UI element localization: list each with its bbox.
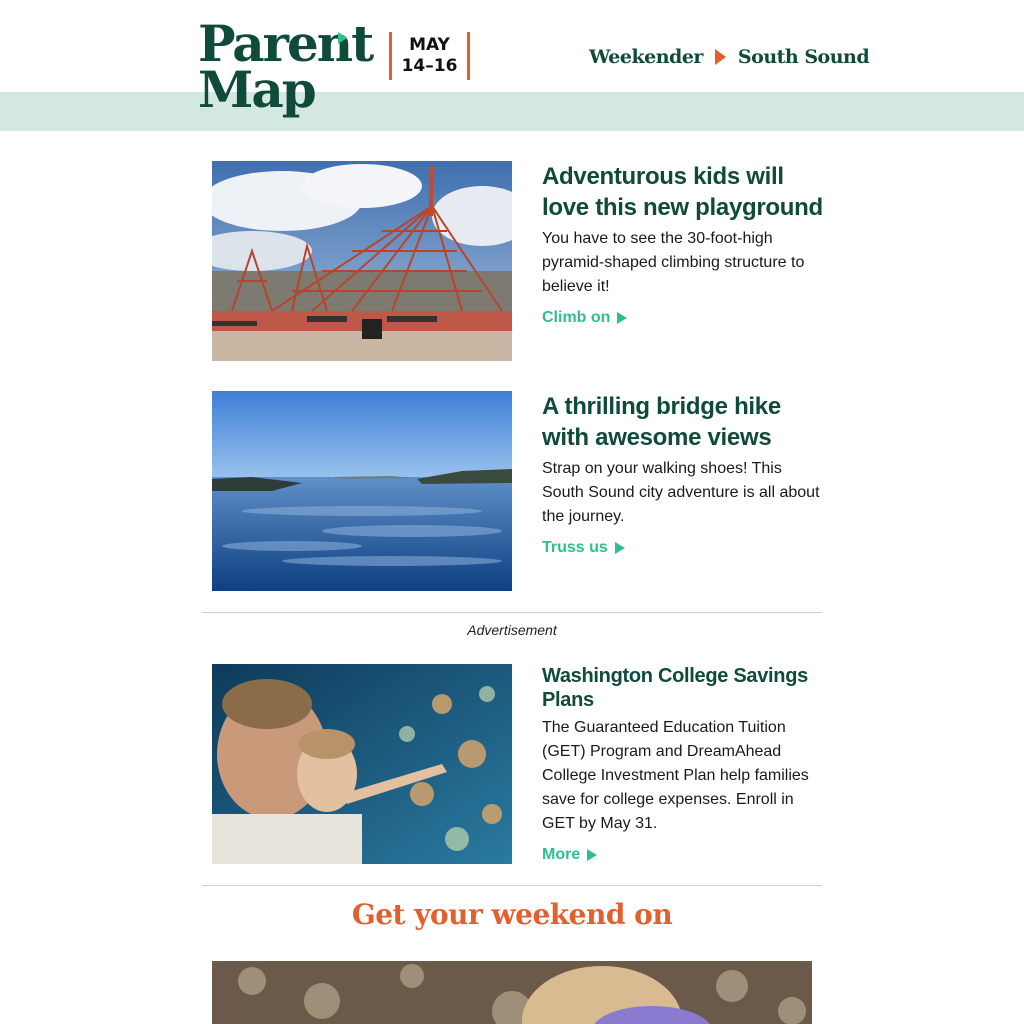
issue-month: MAY	[409, 35, 450, 55]
header-band	[0, 92, 1024, 131]
divider	[202, 885, 822, 886]
play-arrow-icon	[617, 312, 627, 324]
aquarium-image[interactable]	[212, 664, 512, 864]
bay-view-image[interactable]	[212, 391, 512, 591]
logo-line-parent: Parent	[198, 14, 373, 73]
play-arrow-icon	[615, 542, 625, 554]
article-title[interactable]: A thrilling bridge hike with awesome views	[542, 393, 781, 451]
divider	[202, 612, 822, 613]
ad-title[interactable]: Washington College Savings Plans	[542, 665, 808, 711]
issue-days: 14–16	[401, 56, 458, 76]
article-text	[542, 161, 827, 327]
more-link[interactable]	[542, 846, 597, 864]
nav-arrow-icon	[715, 49, 726, 65]
article-description: You have to see the 30-foot-high pyramid-shaped climbing structure to believe it!	[542, 230, 805, 295]
ad-college-savings	[212, 664, 824, 864]
logo-play-icon	[338, 32, 347, 44]
issue-date	[389, 32, 470, 80]
truss-us-link[interactable]	[542, 539, 625, 557]
article-playground	[212, 161, 824, 361]
play-arrow-icon	[587, 849, 597, 861]
nav-south-sound[interactable]: South Sound	[737, 46, 870, 68]
email-header	[0, 0, 1024, 131]
cta-label: Climb on	[542, 309, 611, 326]
ad-text	[542, 664, 827, 864]
section-heading: Get your weekend on	[351, 898, 673, 931]
article-description: Strap on your walking shoes! This South Sound city adventure is all about the journey.	[542, 460, 820, 525]
logo-line-map: Map	[198, 60, 315, 119]
cta-label: More	[542, 846, 581, 863]
newsletter-nav	[589, 44, 869, 70]
playground-image[interactable]	[212, 161, 512, 361]
advertisement-label: Advertisement	[467, 622, 557, 638]
ad-description: The Guaranteed Education Tuition (GET) Program and DreamAhead College Investment Plan help families save for college expenses. Enroll in GET by May 31.	[542, 719, 809, 832]
parentmap-logo[interactable]	[198, 14, 373, 122]
article-text	[542, 391, 827, 557]
tidepool-image[interactable]	[212, 961, 812, 1024]
article-title[interactable]: Adventurous kids will love this new playground	[542, 163, 823, 221]
nav-weekender[interactable]: Weekender	[589, 46, 703, 68]
cta-label: Truss us	[542, 539, 608, 556]
climb-on-link[interactable]	[542, 309, 627, 327]
article-bridge-hike	[212, 391, 824, 591]
